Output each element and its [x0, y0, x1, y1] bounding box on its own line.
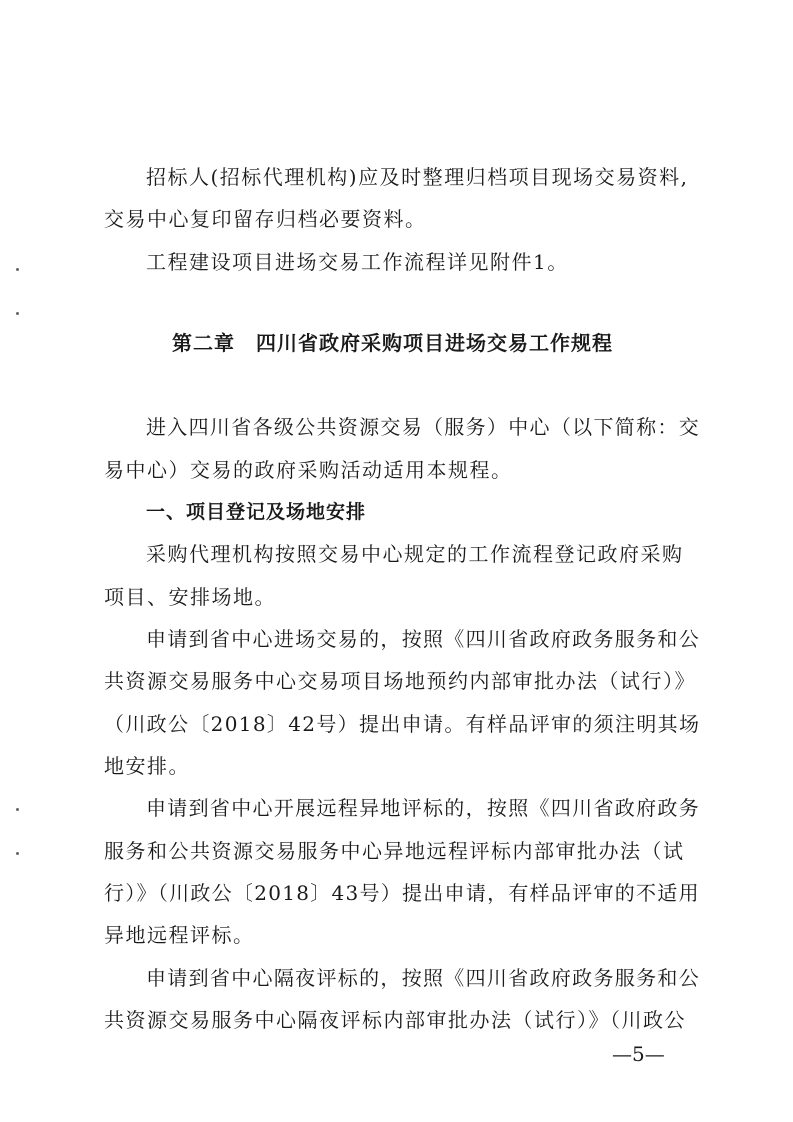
section-title: 一、项目登记及场地安排 [146, 501, 367, 523]
paragraph-line: 申请到省中心进场交易的，按照《四川省政府政务服务和公 [146, 627, 700, 651]
paragraph-line: 共资源交易服务中心交易项目场地预约内部审批办法（试行）》 [104, 669, 696, 693]
paragraph-line: 采购代理机构按照交易中心规定的工作流程登记政府采购 [146, 542, 684, 566]
paragraph-line: 项目、安排场地。 [104, 585, 276, 609]
paragraph-line: （川政公〔2018〕42号）提出申请。有样品评审的须注明其场 [104, 712, 701, 736]
paragraph-line: 易中心）交易的政府采购活动适用本规程。 [104, 458, 513, 482]
paragraph-line: 行）》（川政公〔2018〕43号）提出申请，有样品评审的不适用 [104, 881, 700, 905]
paragraph-line: 招标人(招标代理机构)应及时整理归档项目现场交易资料, [146, 165, 689, 189]
binding-mark [16, 852, 19, 855]
paragraph-line: 工程建设项目进场交易工作流程详见附件1。 [146, 250, 569, 274]
paragraph-line: 申请到省中心开展远程异地评标的，按照《四川省政府政务 [146, 796, 700, 820]
binding-mark [16, 312, 19, 315]
paragraph-line: 交易中心复印留存归档必要资料。 [104, 207, 427, 231]
paragraph-line: 共资源交易服务中心隔夜评标内部审批办法（试行）》（川政公 [104, 1008, 686, 1032]
binding-mark [16, 808, 19, 811]
binding-mark [16, 268, 19, 271]
paragraph-line: 申请到省中心隔夜评标的，按照《四川省政府政务服务和公 [146, 966, 700, 990]
paragraph-line: 进入四川省各级公共资源交易（服务）中心（以下简称：交 [146, 415, 700, 439]
page-number: —5— [612, 1042, 665, 1066]
chapter-title: 第二章 四川省政府采购项目进场交易工作规程 [172, 331, 613, 355]
paragraph-line: 服务和公共资源交易服务中心异地远程评标内部审批办法（试 [104, 839, 685, 863]
paragraph-line: 异地远程评标。 [104, 923, 255, 947]
paragraph-line: 地安排。 [104, 754, 190, 778]
